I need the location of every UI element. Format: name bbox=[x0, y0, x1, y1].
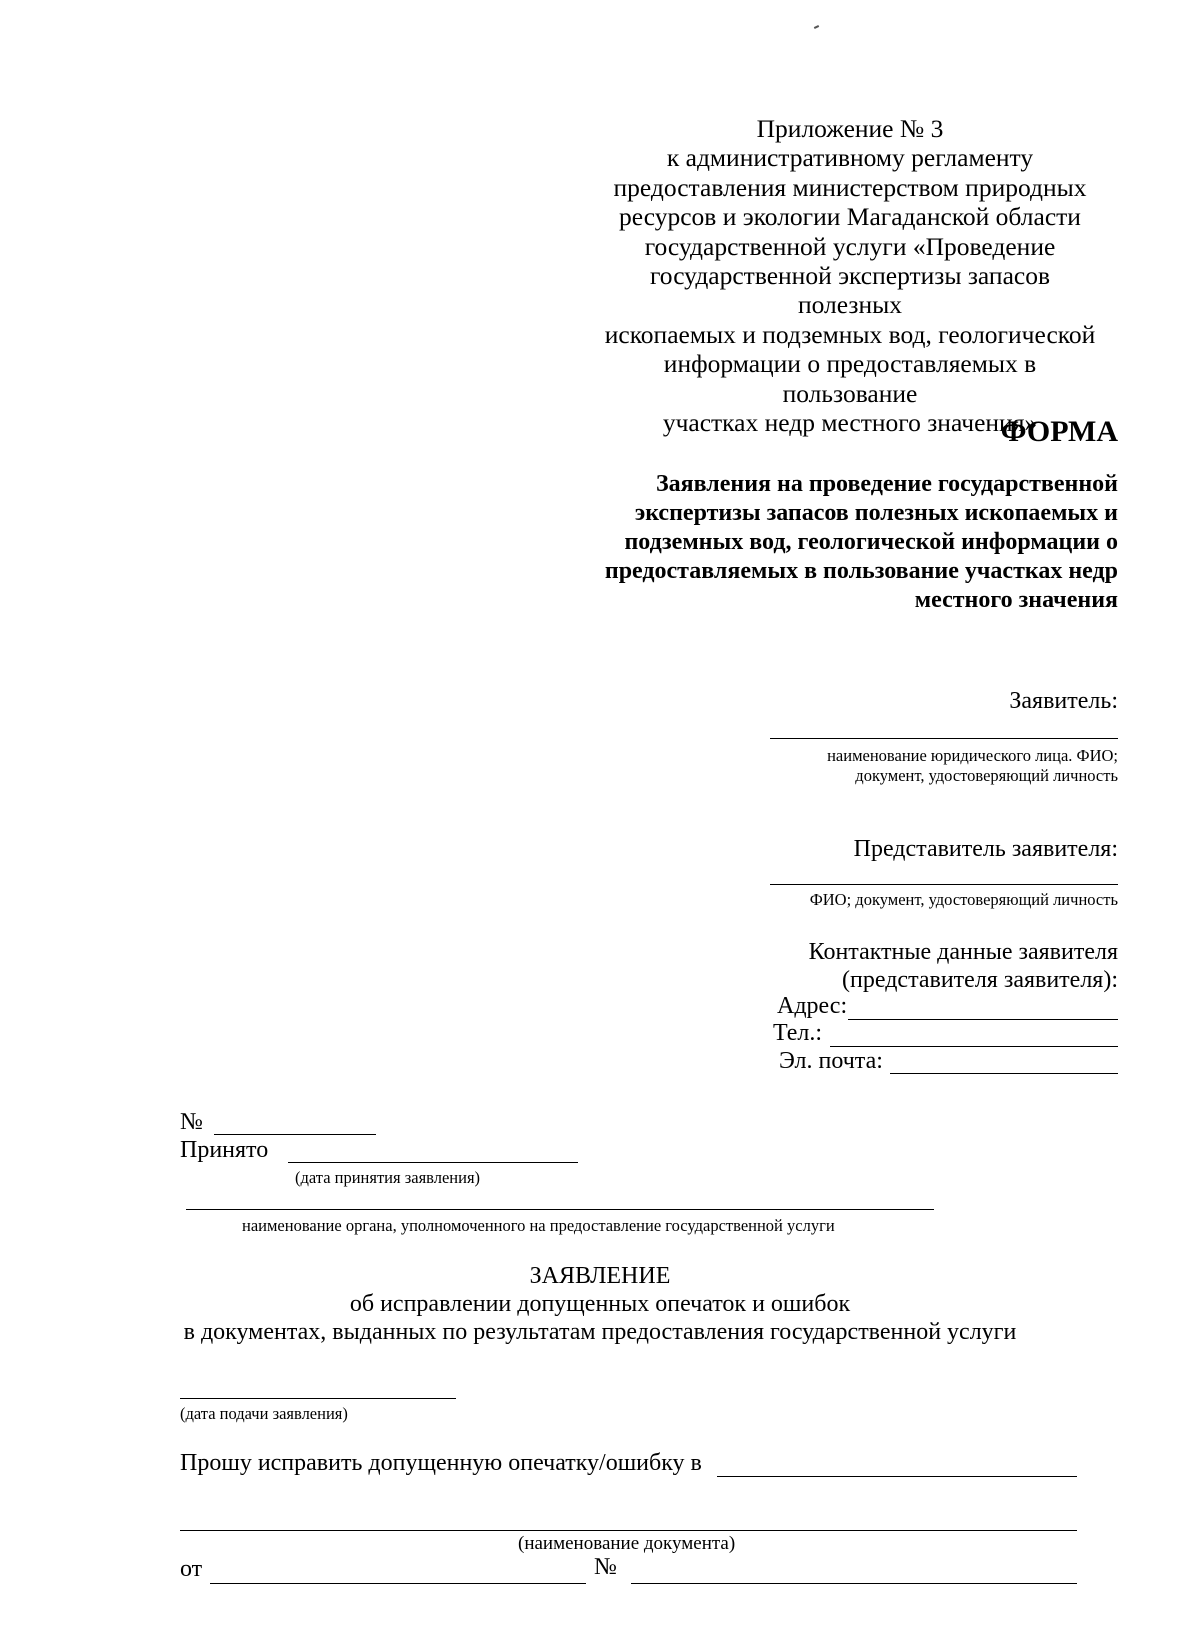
submission-date-caption: (дата подачи заявления) bbox=[180, 1404, 348, 1423]
statement-heading bbox=[0, 1262, 1200, 1346]
scan-mark bbox=[814, 25, 819, 29]
representative-label: Представитель заявителя: bbox=[853, 836, 1118, 862]
phone-label: Тел.: bbox=[773, 1020, 823, 1046]
document-name-field[interactable] bbox=[717, 1476, 1077, 1477]
phone-field[interactable] bbox=[830, 1046, 1118, 1047]
accepted-label: Принято bbox=[180, 1137, 269, 1163]
from-date-field[interactable] bbox=[210, 1583, 586, 1584]
authority-caption: наименование органа, уполномоченного на предоставление государственной услуги bbox=[242, 1216, 835, 1235]
email-label: Эл. почта: bbox=[779, 1048, 883, 1074]
form-subtitle bbox=[540, 470, 1118, 615]
accepted-caption: (дата принятия заявления) bbox=[295, 1168, 481, 1187]
appendix-line: ресурсов и экологии Магаданской области bbox=[619, 202, 1081, 232]
form-subtitle-line: экспертизы запасов полезных ископаемых и bbox=[634, 500, 1118, 526]
registration-number-field[interactable] bbox=[214, 1134, 376, 1135]
submission-date-field[interactable] bbox=[180, 1398, 456, 1399]
form-title: ФОРМА bbox=[1000, 415, 1118, 448]
doc-number-field[interactable] bbox=[631, 1583, 1077, 1584]
contacts-heading-line: Контактные данные заявителя bbox=[808, 939, 1118, 965]
appendix-line: к административному регламенту bbox=[666, 143, 1034, 173]
contacts-heading bbox=[809, 938, 1118, 994]
document-name-field-continued[interactable] bbox=[180, 1530, 1077, 1531]
address-field[interactable] bbox=[848, 1019, 1118, 1020]
representative-caption: ФИО; документ, удостоверяющий личность bbox=[809, 890, 1118, 909]
applicant-label: Заявитель: bbox=[1009, 688, 1118, 714]
authority-field[interactable] bbox=[186, 1209, 934, 1210]
form-subtitle-line: местного значения bbox=[914, 587, 1118, 613]
representative-field[interactable] bbox=[770, 884, 1118, 885]
appendix-line: участках недр местного значения» bbox=[662, 408, 1038, 438]
form-subtitle-line: Заявления на проведение государственной bbox=[655, 471, 1118, 497]
email-field[interactable] bbox=[890, 1073, 1118, 1074]
form-subtitle-line: предоставляемых в пользование участках недр bbox=[604, 558, 1118, 584]
accepted-date-field[interactable] bbox=[288, 1162, 578, 1163]
from-label: от bbox=[180, 1556, 203, 1582]
appendix-line: Приложение № 3 bbox=[756, 114, 944, 143]
request-text: Прошу исправить допущенную опечатку/ошибку в bbox=[180, 1450, 702, 1476]
contacts-heading-line: (представителя заявителя): bbox=[842, 967, 1118, 993]
appendix-line: предоставления министерством природных bbox=[613, 172, 1087, 202]
form-subtitle-line: подземных вод, геологической информации о bbox=[624, 529, 1118, 555]
applicant-field[interactable] bbox=[770, 738, 1118, 739]
appendix-line: государственной экспертизы запасов полезных bbox=[649, 261, 1050, 320]
doc-number-label: № bbox=[594, 1554, 617, 1580]
statement-title: ЗАЯВЛЕНИЕ bbox=[529, 1263, 671, 1289]
applicant-caption bbox=[827, 746, 1118, 786]
appendix-line: информации о предоставляемых в пользование bbox=[663, 349, 1037, 408]
statement-subtitle-line: в документах, выданных по результатам предоставления государственной услуги bbox=[183, 1319, 1017, 1345]
registration-number-label: № bbox=[180, 1109, 203, 1135]
appendix-line: ископаемых и подземных вод, геологической bbox=[604, 319, 1096, 349]
address-label: Адрес: bbox=[777, 993, 848, 1019]
applicant-caption-line: документ, удостоверяющий личность bbox=[855, 766, 1118, 785]
appendix-header bbox=[600, 114, 1100, 437]
statement-subtitle-line: об исправлении допущенных опечаток и ошибок bbox=[349, 1291, 851, 1317]
document-caption: (наименование документа) bbox=[518, 1533, 736, 1554]
appendix-line: государственной услуги «Проведение bbox=[644, 231, 1056, 261]
applicant-caption-line: наименование юридического лица. ФИО; bbox=[827, 746, 1118, 765]
